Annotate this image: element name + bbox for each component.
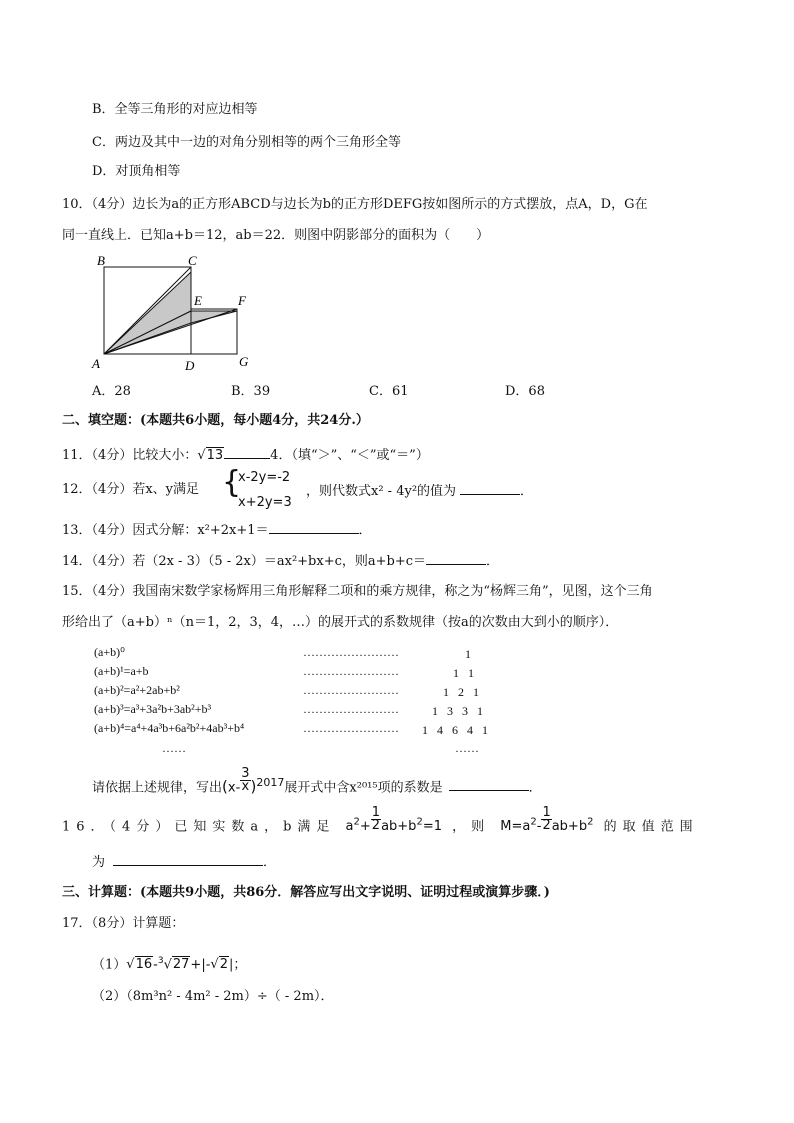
q16-given-a: a xyxy=(345,819,354,835)
q12-tail xyxy=(306,482,533,500)
yanghui-dots-4: …………………… xyxy=(303,721,399,735)
q11-answer-blank[interactable] xyxy=(224,446,270,459)
q16-m-end: 的取值范围 xyxy=(603,819,699,835)
yanghui-dots-1: …………………… xyxy=(303,664,399,678)
q17-abs-open: |- xyxy=(201,957,211,973)
q10-figure xyxy=(88,252,268,374)
yanghui-expr-0: (a+b)⁰ xyxy=(94,645,125,659)
q16-answer-blank[interactable] xyxy=(113,853,263,866)
yanghui-coef-2: 1 2 1 xyxy=(443,685,479,699)
q12-suffix: ，则代数式x² - 4y²的值为 xyxy=(306,484,457,499)
q16-m-expr xyxy=(500,805,594,835)
q15-ask-prefix: 请依据上述规律，写出 xyxy=(92,780,223,796)
q11-suffix: 4．（填“＞”、“＜”或“＝”） xyxy=(270,448,429,463)
q11-radicand: 13 xyxy=(206,448,224,463)
q15-frac-den: x xyxy=(241,779,250,795)
yanghui-dots-0: …………………… xyxy=(303,645,399,659)
q16-m-rest: ab+b xyxy=(551,819,588,835)
q16-half-den-2: 2 xyxy=(542,818,551,834)
q17-r2: 27 xyxy=(172,957,190,973)
q14 xyxy=(62,552,499,570)
q15-x: x- xyxy=(227,780,241,796)
cbrt-27: $^3$√27 xyxy=(157,956,190,973)
yanghui-ellipsis-right: …… xyxy=(455,741,479,755)
q15-close-paren: ) xyxy=(250,777,257,796)
q16-m-sup: 2 xyxy=(530,817,537,828)
q17-p1-prefix: （1） xyxy=(92,957,127,973)
q16-line2-text: 为 xyxy=(92,855,106,870)
q15-fraction xyxy=(240,768,250,793)
q10-line1: 10．（4分）边长为a的正方形ABCD与边长为b的正方形DEFG按如图所示的方式摆放，点A，D，G在 xyxy=(62,197,648,212)
q13-answer-blank[interactable] xyxy=(269,521,359,534)
q15-power: 2017 xyxy=(256,776,285,789)
q16-given xyxy=(345,805,442,835)
yanghui-dots-2: …………………… xyxy=(303,683,399,697)
q16-half-1 xyxy=(371,807,381,832)
q12-answer-blank[interactable] xyxy=(460,482,520,495)
q14-end: ． xyxy=(486,554,500,569)
q16-m-minus: - xyxy=(536,819,542,835)
q17-part1 xyxy=(92,953,246,973)
yanghui-ellipsis-left: …… xyxy=(162,741,186,755)
sqrt-13: √13 xyxy=(197,448,224,463)
label-b: B xyxy=(97,253,105,268)
shaded-triangle-upper xyxy=(104,272,191,354)
yanghui-coef-4: 1 4 6 4 1 xyxy=(422,723,488,737)
section3-heading: 三、计算题：(本题共9小题，共86分．解答应写出文字说明、证明过程或演算步骤．) xyxy=(62,885,550,900)
q12-end: ． xyxy=(520,484,534,499)
label-d: D xyxy=(185,358,195,373)
q12-eq1: x-2y=-2 xyxy=(238,470,291,485)
sqrt-16: √16 xyxy=(126,957,153,973)
q17-cube-index: 3 xyxy=(157,956,164,966)
q15-line1: 15．（4分）我国南宋数学家杨辉用三角形解释二项和的乘方规律，称之为“杨辉三角”，见图，这个三角 xyxy=(62,584,653,599)
label-g: G xyxy=(239,354,249,369)
q16-line2 xyxy=(92,853,276,871)
label-a: A xyxy=(92,356,100,371)
q10-option-d: D．68 xyxy=(505,384,545,399)
label-e: E xyxy=(194,293,202,308)
q12-eq2: x+2y=3 xyxy=(238,495,292,510)
q16-given-sup-2: 2 xyxy=(416,817,423,828)
q15-ask xyxy=(92,766,542,796)
q13 xyxy=(62,521,372,539)
yanghui-expr-1: (a+b)¹=a+b xyxy=(94,664,149,678)
q16-end: ． xyxy=(263,855,277,870)
q17-r1: 16 xyxy=(135,957,153,973)
q13-text: 13．（4分）因式分解：x²+2x+1＝ xyxy=(62,523,269,538)
q16-m-sup-2: 2 xyxy=(587,817,594,828)
q10-option-c: C．61 xyxy=(369,384,409,399)
q16-line1 xyxy=(62,805,699,835)
q16-m-a: M=a xyxy=(500,819,531,835)
q11 xyxy=(62,446,429,464)
sqrt-2: √2 xyxy=(210,957,228,973)
q17-title: 17．（8分）计算题： xyxy=(62,916,185,931)
q15-ask-suffix: 展开式中含x²⁰¹⁵项的系数是 xyxy=(284,780,443,796)
yanghui-coef-0: 1 xyxy=(465,647,471,661)
q12-prefix: 12．（4分）若x、y满足 xyxy=(62,482,199,497)
label-f: F xyxy=(238,293,246,308)
q16-given-plus: + xyxy=(359,819,371,835)
q9-option-d: D．对顶角相等 xyxy=(92,164,181,179)
q17-r3: 2 xyxy=(219,957,228,973)
q15-frac-num: 3 xyxy=(241,766,250,782)
section2-heading: 二、填空题：(本题共6小题，每小题4分，共24分.） xyxy=(62,413,369,428)
yanghui-coef-1: 1 1 xyxy=(453,666,474,680)
q10-option-a: A．28 xyxy=(92,384,131,399)
q17-abs-close: |； xyxy=(228,957,247,973)
q17-part2: （2）（8m³n² - 4m² - 2m）÷（ - 2m）． xyxy=(92,989,334,1004)
q16-half-num-1: 1 xyxy=(371,805,381,821)
q9-option-c: C．两边及其中一边的对角分别相等的两个三角形全等 xyxy=(92,135,401,150)
q16-given-end: =1 xyxy=(422,819,442,835)
q13-end: ． xyxy=(358,523,372,538)
q15-line2: 形给出了（a+b）ⁿ（n＝1，2，3，4，…）的展开式的系数规律（按a的次数由大到小的顺序）． xyxy=(62,615,619,630)
yanghui-expr-3: (a+b)³=a³+3a²b+3ab²+b³ xyxy=(94,702,212,716)
q16-given-sup: 2 xyxy=(353,817,360,828)
q14-text: 14．（4分）若（2x - 3）（5 - 2x）＝ax²+bx+c，则a+b+c＝ xyxy=(62,554,427,569)
q10-option-b: B．39 xyxy=(231,384,271,399)
q16-mid: ，则 xyxy=(452,819,491,835)
q16-half-num-2: 1 xyxy=(542,805,551,821)
q16-given-rest: ab+b xyxy=(381,819,417,835)
yanghui-expr-4: (a+b)⁴=a⁴+4a³b+6a²b²+4ab³+b⁴ xyxy=(94,721,245,735)
yanghui-coef-3: 1 3 3 1 xyxy=(432,704,483,718)
q10-line2: 同一直线上．已知a+b＝12，ab＝22．则图中阴影部分的面积为（ ） xyxy=(62,228,490,243)
label-c: C xyxy=(188,253,197,268)
q15-open-paren: ( xyxy=(222,777,228,796)
q15-answer-blank[interactable] xyxy=(449,778,529,791)
q16-half-den-1: 2 xyxy=(371,818,381,834)
q17-plus: + xyxy=(190,957,202,973)
q12-brace: { xyxy=(222,465,242,500)
yanghui-expr-2: (a+b)²=a²+2ab+b² xyxy=(94,683,180,697)
q16-prefix: 16．（4分）已知实数a，b满足 xyxy=(62,819,336,835)
q17-minus: - xyxy=(153,957,158,973)
q11-prefix: 11．（4分）比较大小： xyxy=(62,448,198,463)
q9-option-b: B．全等三角形的对应边相等 xyxy=(92,102,258,117)
q15-end: ． xyxy=(528,780,542,796)
q16-half-2 xyxy=(541,807,551,832)
q14-answer-blank[interactable] xyxy=(426,552,486,565)
yanghui-dots-3: …………………… xyxy=(303,702,399,716)
